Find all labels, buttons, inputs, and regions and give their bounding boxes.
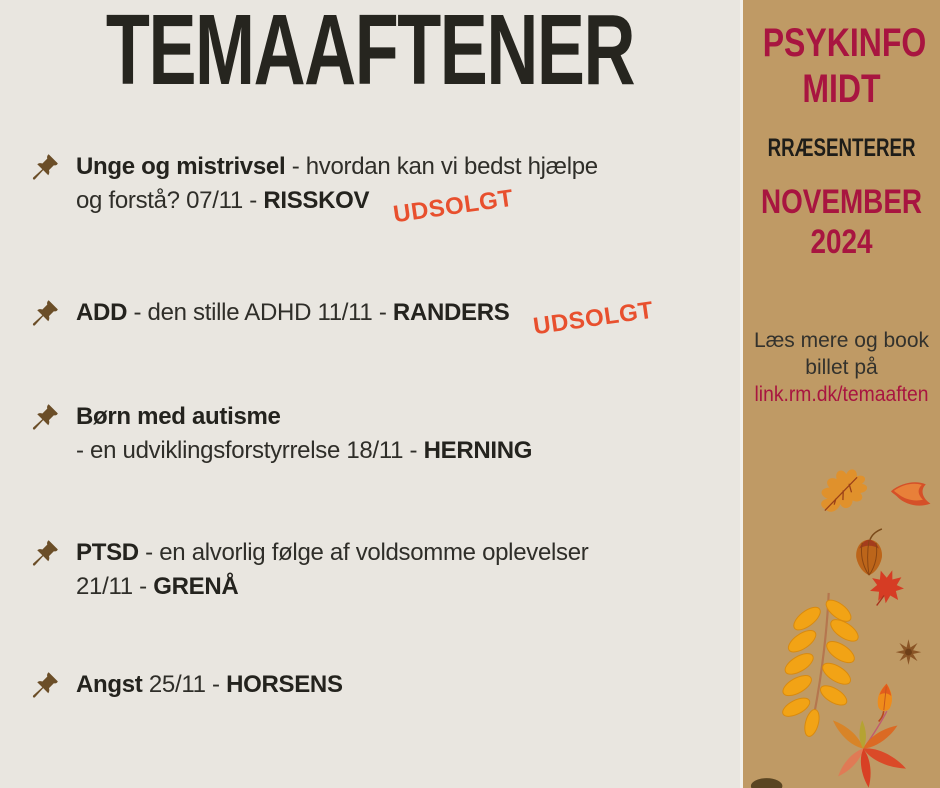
booking-link: link.rm.dk/temaaften [754,383,929,406]
event-text [76,668,343,702]
leaf-edge-image [751,778,783,788]
page-title: TEMAAFTENER [105,0,635,106]
event-location: RANDERS [392,299,510,326]
event-text [76,150,598,229]
event-location: RISSKOV [263,187,370,214]
event-description: - hvordan kan vi bedst hjælpe [285,153,598,180]
event-date-line: 21/11 - [76,573,154,600]
month-name: NOVEMBER [760,183,923,221]
pushpin-icon [28,537,61,570]
event-item [28,296,656,341]
event-text [76,536,588,604]
rowan-leaf-image [780,593,862,738]
event-location: HORSENS [226,671,343,698]
brand-line2: MIDT [802,67,881,111]
event-date-line: og forstå? 07/11 - [76,187,264,214]
booking-text-line1: Læs mere og book [753,329,930,352]
event-description: 25/11 - [142,671,227,698]
virginia-creeper-leaf-image [830,711,909,788]
physalis-lantern-image [856,529,882,575]
event-text [76,400,532,468]
booking-text-line2: billet på [805,356,878,379]
soldout-badge: UDSOLGT [391,184,516,229]
event-item [28,536,588,604]
event-location: HERNING [423,437,533,464]
red-leaf-fragment-image [890,480,930,509]
brand-line1: PSYKINFO [762,21,927,65]
event-item [28,150,598,229]
pushpin-icon [28,297,61,330]
oak-leaf-image [812,463,873,517]
event-item [28,400,532,468]
pushpin-icon [28,669,61,702]
presents-label: RRÆSENTERER [767,134,916,162]
event-topic: Unge og mistrivsel [76,153,286,180]
event-topic: ADD [76,299,128,326]
event-location: GRENÅ [153,573,239,600]
soldout-badge: UDSOLGT [532,296,656,341]
year: 2024 [810,223,873,261]
star-anise-image [896,639,922,665]
event-item [28,668,343,702]
event-description: - den stille ADHD 11/11 - [127,299,393,326]
sidebar [740,0,940,788]
pushpin-icon [28,401,61,434]
event-text [76,296,656,341]
event-date-line: - en udviklingsforstyrrelse 18/11 - [76,437,424,464]
autumn-leaves-decoration [743,0,940,788]
event-description: - en alvorlig følge af voldsomme oplevelser [138,539,589,566]
event-topic: Angst [76,671,143,698]
event-topic: PTSD [76,539,139,566]
pushpin-icon [28,151,61,184]
event-topic: Børn med autisme [76,403,281,430]
